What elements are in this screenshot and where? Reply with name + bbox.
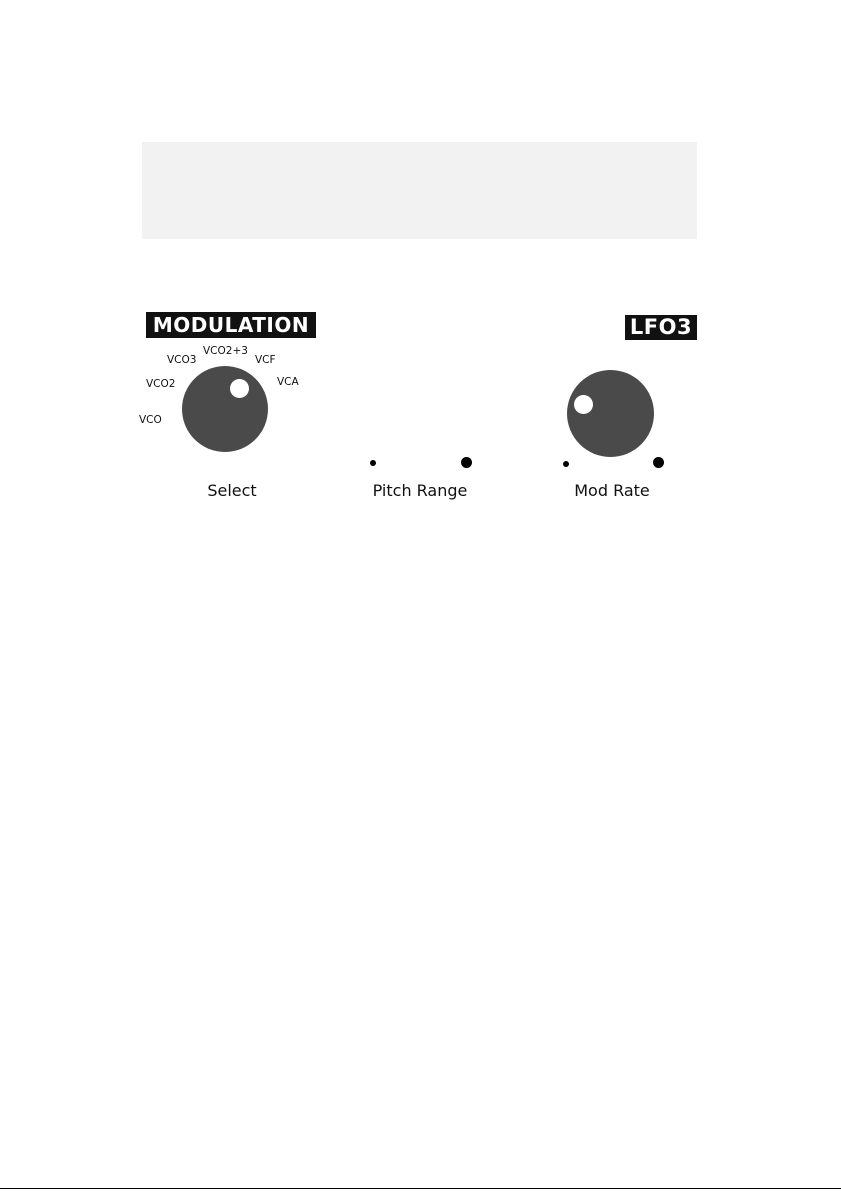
select-position-vco[interactable]: VCO (139, 414, 162, 426)
select-position-vca[interactable]: VCA (277, 376, 299, 388)
select-position-vco3[interactable]: VCO3 (167, 354, 197, 366)
bottom-divider (0, 1188, 841, 1189)
mod-rate-max-dot (653, 457, 664, 468)
select-position-vco2[interactable]: VCO2 (146, 378, 176, 390)
mod-rate-min-dot (563, 461, 569, 467)
mod-rate-knob-pointer (574, 395, 593, 414)
pitch-range-label: Pitch Range (372, 481, 468, 500)
pitch-range-max-dot (461, 457, 472, 468)
top-panel-band (142, 142, 697, 239)
mod-rate-knob[interactable] (567, 370, 654, 457)
modulation-section-title: MODULATION (146, 312, 316, 338)
lfo3-section-title: LFO3 (625, 315, 697, 340)
pitch-range-min-dot (370, 460, 376, 466)
select-knob-pointer (230, 379, 249, 398)
select-position-vcf[interactable]: VCF (255, 354, 276, 366)
select-position-vco2-3[interactable]: VCO2+3 (203, 345, 248, 357)
select-knob[interactable] (182, 366, 268, 452)
mod-rate-label: Mod Rate (574, 481, 650, 500)
select-knob-label: Select (207, 481, 257, 500)
